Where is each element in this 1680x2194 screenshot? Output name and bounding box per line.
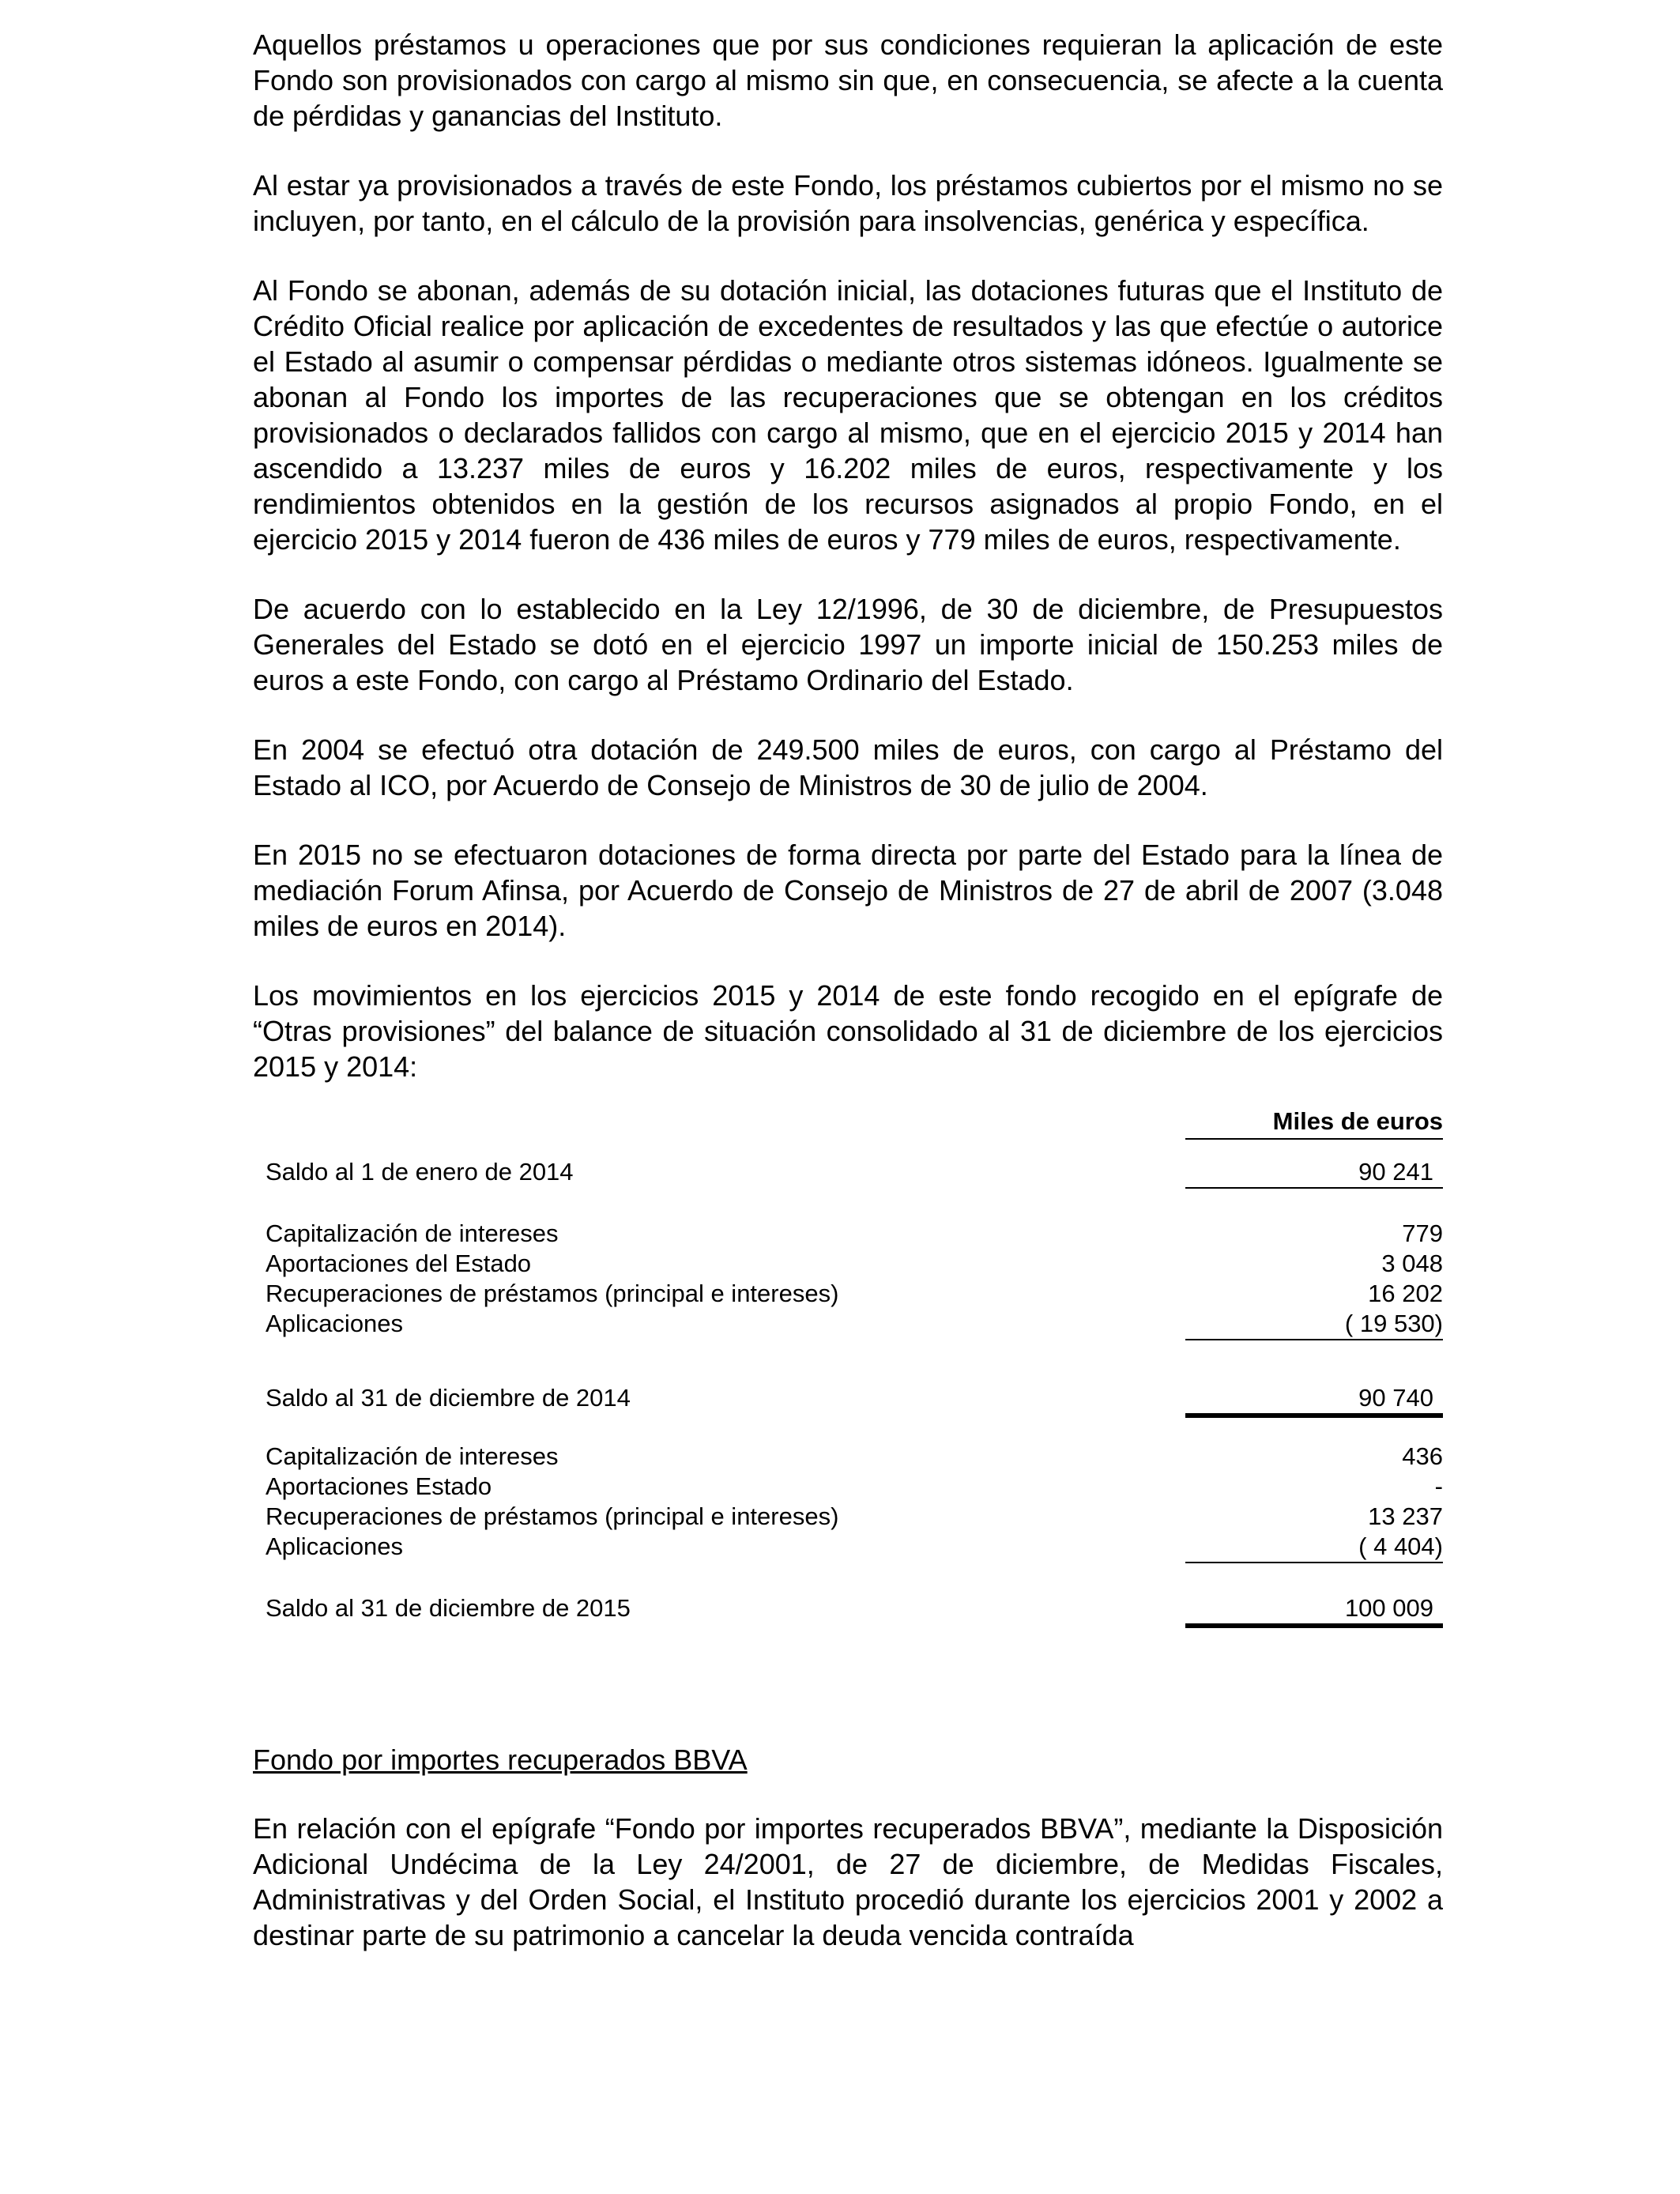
table-spacer [253, 1562, 1443, 1593]
table-row [253, 1472, 1443, 1502]
table-row [253, 1442, 1443, 1472]
row-label: Recuperaciones de préstamos (principal e intereses) [266, 1280, 839, 1307]
row-value: 90 241 [1185, 1157, 1443, 1189]
row-label: Saldo al 1 de enero de 2014 [266, 1158, 574, 1186]
paragraph-provisioned-loans: Al estar ya provisionados a través de este Fondo, los préstamos cubiertos por el mismo no se incluyen, por tanto, en el cálculo de la provisión para insolvencias, genérica y específica. [253, 169, 1443, 237]
paragraph-movements-intro: Los movimientos en los ejercicios 2015 y 2014 de este fondo recogido en el epígrafe de “Otras provisiones” del balance de situación consolidado al 31 de diciembre de los ejercicios 2015 y 2014: [253, 979, 1443, 1083]
table-row-opening-2014 [253, 1157, 1443, 1187]
row-label: Saldo al 31 de diciembre de 2014 [266, 1384, 631, 1412]
table-spacer [253, 1187, 1443, 1219]
paragraph-fund-allocations: Al Fondo se abonan, además de su dotación inicial, las dotaciones futuras que el Instituto de Crédito Oficial realice por aplicación de excedentes de resultados y las que efectúe o autorice el Estado al asumir o compensar pérdidas o mediante otros sistemas idóneos. Igualmente se abonan al Fondo los importes de las recuperaciones que se obtengan en los créditos provisionados o declarados fallidos con cargo al mismo, que en el ejercicio 2015 y 2014 han ascendido a 13.237 miles de euros y 16.202 miles de euros, respectivamente y los rendimientos obtenidos en la gestión de los recursos asignados al propio Fondo, en el ejercicio 2015 y 2014 fueron de 436 miles de euros y 779 miles de euros, respectivamente. [253, 274, 1443, 556]
table-row [253, 1219, 1443, 1249]
row-label: Aplicaciones [266, 1310, 404, 1337]
paragraph-2015-allocations: En 2015 no se efectuaron dotaciones de forma directa por parte del Estado para la línea de mediación Forum Afinsa, por Acuerdo de Consejo de Ministros de 27 de abril de 2007 (3.048 miles de euros en 2014). [253, 839, 1443, 942]
table-row [253, 1532, 1443, 1562]
row-label: Aportaciones del Estado [266, 1250, 532, 1277]
paragraph-2004-allocation: En 2004 se efectuó otra dotación de 249.500 miles de euros, con cargo al Préstamo del Estado al ICO, por Acuerdo de Consejo de Ministros de 30 de julio de 2004. [253, 733, 1443, 801]
table-spacer [253, 1140, 1443, 1157]
table-row [253, 1309, 1443, 1339]
table-row [253, 1279, 1443, 1309]
paragraph-fund-application: Aquellos préstamos u operaciones que por sus condiciones requieran la aplicación de este Fondo son provisionados con cargo al mismo sin que, en consecuencia, se afecte a la cuenta de pérdidas y ganancias del Instituto. [253, 28, 1443, 132]
row-label: Capitalización de intereses [266, 1220, 559, 1247]
row-label: Recuperaciones de préstamos (principal e intereses) [266, 1502, 839, 1530]
paragraph-law-1996: De acuerdo con lo establecido en la Ley 12/1996, de 30 de diciembre, de Presupuestos Generales del Estado se dotó en el ejercicio 1997 un importe inicial de 150.253 miles de euros a este Fondo, con cargo al Préstamo Ordinario del Estado. [253, 593, 1443, 696]
fund-movements-table [253, 1103, 1443, 1623]
row-value: 779 [1402, 1220, 1443, 1247]
paragraph-bbva: En relación con el epígrafe “Fondo por importes recuperados BBVA”, mediante la Disposición Adicional Undécima de la Ley 24/2001, de 27 de diciembre, de Medidas Fiscales, Administrativas y del Orden Social, el Instituto procedió durante los ejercicios 2001 y 2002 a destinar parte de su patrimonio a cancelar la deuda vencida contraída [253, 1812, 1443, 1951]
table-spacer [253, 1339, 1443, 1383]
column-header-miles-de-euros: Miles de euros [1185, 1103, 1443, 1140]
row-label: Aportaciones Estado [266, 1472, 492, 1500]
row-value: - [1434, 1472, 1443, 1500]
row-label: Capitalización de intereses [266, 1442, 559, 1470]
row-value: 436 [1402, 1442, 1443, 1470]
row-value: 16 202 [1368, 1280, 1443, 1307]
row-value: ( 4 404) [1185, 1532, 1443, 1563]
row-label: Saldo al 31 de diciembre de 2015 [266, 1594, 631, 1622]
row-value: 13 237 [1368, 1502, 1443, 1530]
table-row-closing-2015 [253, 1593, 1443, 1623]
document-page [253, 27, 1443, 1987]
table-header-row [253, 1103, 1443, 1140]
section-spacer [253, 1623, 1443, 1742]
row-value: 3 048 [1381, 1250, 1443, 1277]
table-row [253, 1502, 1443, 1532]
table-row-closing-2014 [253, 1383, 1443, 1413]
row-value: 100 009 [1185, 1593, 1443, 1628]
section-heading-bbva: Fondo por importes recuperados BBVA [253, 1744, 748, 1776]
row-value: ( 19 530) [1185, 1309, 1443, 1340]
table-row [253, 1249, 1443, 1279]
row-value: 90 740 [1185, 1383, 1443, 1418]
row-label: Aplicaciones [266, 1532, 404, 1560]
